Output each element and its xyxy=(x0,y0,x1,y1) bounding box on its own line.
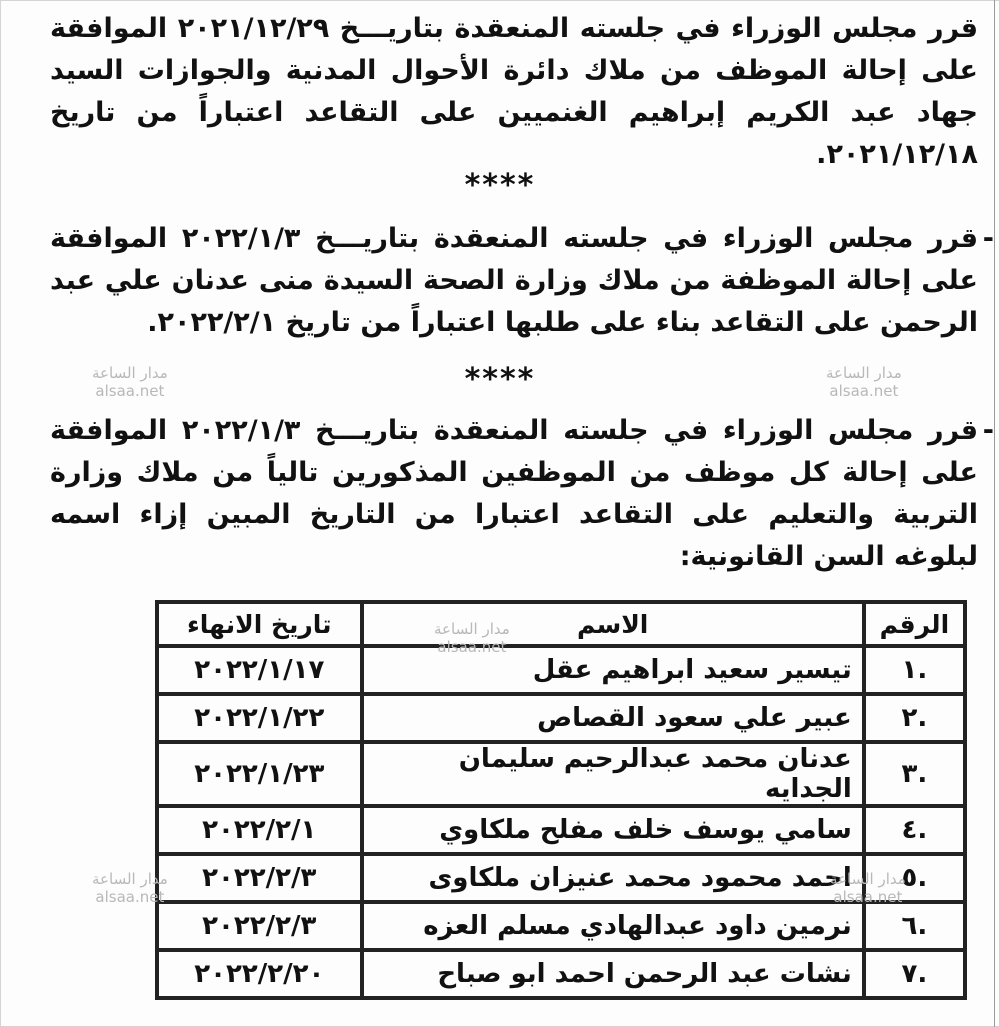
row-end-date: ٢٠٢٢/٢/٣ xyxy=(157,902,362,950)
table-row xyxy=(157,950,965,998)
row-name: سامي يوسف خلف مفلح ملكاوي xyxy=(362,806,864,854)
watermark: مدار الساعة alsaa.net xyxy=(92,870,168,906)
row-end-date: ٢٠٢٢/١/٢٢ xyxy=(157,694,362,742)
watermark: مدار الساعة alsaa.net xyxy=(434,620,510,656)
bullet-dash: - xyxy=(982,415,994,446)
paragraph-text: قرر مجلس الوزراء في جلسته المنعقدة بتاريـــخ ٢٠٢١/١٢/٢٩ الموافقة على إحالة الموظف من ملاك دائرة الأحوال المدنية والجوازات السيد جهاد عبد الكريم إبراهيم الغنميين على التقاعد اعتباراً من تاريخ ٢٠٢١/١٢/١٨. xyxy=(50,13,979,170)
separator-stars: **** xyxy=(464,168,536,203)
watermark: مدار الساعة alsaa.net xyxy=(826,364,902,400)
header-number: الرقم xyxy=(864,602,965,646)
row-number: .٧ xyxy=(864,950,965,998)
table-row xyxy=(157,806,965,854)
separator-stars: **** xyxy=(464,362,536,397)
row-name: تيسير سعيد ابراهيم عقل xyxy=(362,646,864,694)
row-end-date: ٢٠٢٢/١/١٧ xyxy=(157,646,362,694)
paragraph-text: قرر مجلس الوزراء في جلسته المنعقدة بتاريـــخ ٢٠٢٢/١/٣ الموافقة على إحالة كل موظف من الموظفين المذكورين تالياً من ملاك وزارة التربية والتعليم على التقاعد اعتبارا من التاريخ المبين إزاء اسمه لبلوغه السن القانونية: xyxy=(50,415,978,572)
right-edge-line xyxy=(994,0,995,1027)
row-name: احمد محمود محمد عنيزان ملكاوى xyxy=(362,854,864,902)
row-name: نشات عبد الرحمن احمد ابو صباح xyxy=(362,950,864,998)
row-end-date: ٢٠٢٢/٢/٣ xyxy=(157,854,362,902)
row-number: .٣ xyxy=(864,742,965,806)
table-row xyxy=(157,646,965,694)
paragraph-decision-1 xyxy=(50,8,978,176)
row-name: نرمين داود عبدالهادي مسلم العزه xyxy=(362,902,864,950)
paragraph-text: قرر مجلس الوزراء في جلسته المنعقدة بتاريـــخ ٢٠٢٢/١/٣ الموافقة على إحالة الموظفة من ملاك وزارة الصحة السيدة منى عدنان علي عبد الرحمن على التقاعد بناء على طلبها اعتباراً من تاريخ ٢٠٢٢/٢/١. xyxy=(50,223,978,338)
row-number: .٥ xyxy=(864,854,965,902)
header-end-date: تاريخ الانهاء xyxy=(157,602,362,646)
table-row xyxy=(157,694,965,742)
table-row xyxy=(157,902,965,950)
row-number: .٤ xyxy=(864,806,965,854)
row-number: .٦ xyxy=(864,902,965,950)
row-number: .١ xyxy=(864,646,965,694)
row-end-date: ٢٠٢٢/٢/٢٠ xyxy=(157,950,362,998)
row-number: .٢ xyxy=(864,694,965,742)
table-row xyxy=(157,854,965,902)
paragraph-decision-3 xyxy=(50,410,994,578)
retirees-table xyxy=(155,600,967,1000)
table-row xyxy=(157,742,965,806)
watermark: مدار الساعة alsaa.net xyxy=(830,870,906,906)
row-end-date: ٢٠٢٢/١/٢٣ xyxy=(157,742,362,806)
row-name: عبير علي سعود القصاص xyxy=(362,694,864,742)
table-header-row xyxy=(157,602,965,646)
header-name: الاسم xyxy=(362,602,864,646)
watermark: مدار الساعة alsaa.net xyxy=(92,364,168,400)
paragraph-decision-2 xyxy=(50,218,994,344)
bullet-dash: - xyxy=(982,223,994,254)
row-name: عدنان محمد عبدالرحيم سليمان الجدايه xyxy=(362,742,864,806)
row-end-date: ٢٠٢٢/٢/١ xyxy=(157,806,362,854)
